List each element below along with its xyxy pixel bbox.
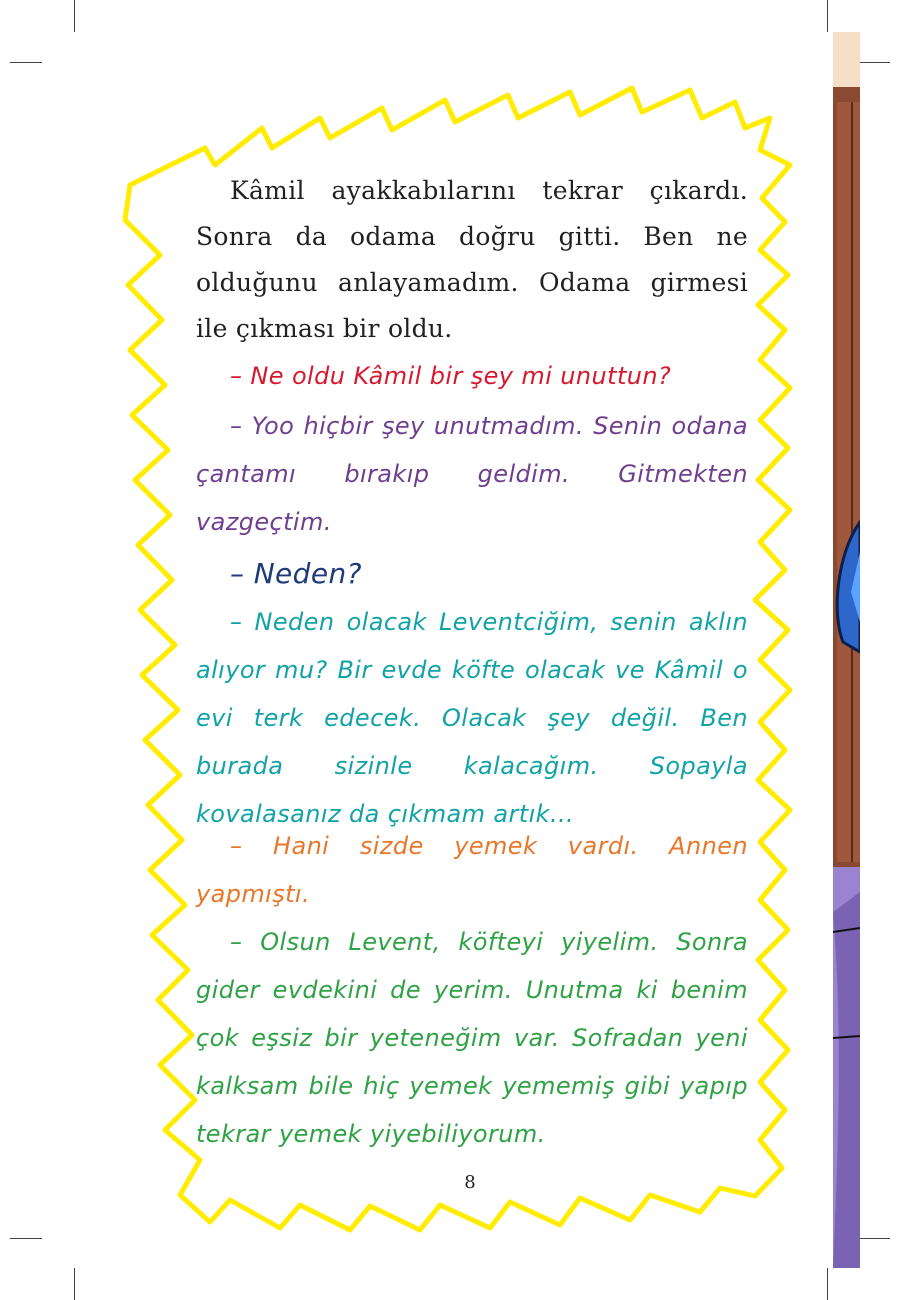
dialogue-line-talent: – Olsun Levent, köfteyi yiyelim. Sonra gider evdekini de yerim. Unutma ki benim çok eşsiz bir yeteneğim var. Sofradan yeni kalksam bile hiç yemek yememiş gibi yapıp tekrar yemek yiyebiliyorum.	[196, 928, 748, 1148]
dialogue-line-kamil-question: – Ne oldu Kâmil bir şey mi unuttun?	[230, 362, 672, 390]
narration-paragraph: Kâmil ayakkabılarını tekrar çıkardı. Sonra da odama doğru gitti. Ben ne olduğunu anlayamadım. Odama girmesi ile çıkması bir oldu.	[196, 176, 748, 343]
page-number: 8	[464, 1172, 476, 1193]
dialogue-line-why: – Neden?	[230, 557, 362, 590]
dialogue-line-kofte: – Neden olacak Leventciğim, senin aklın alıyor mu? Bir evde köfte olacak ve Kâmil o evi terk edecek. Olacak şey değil. Ben burada sizinle kalacağım. Sopayla kovalasanız da çıkmam artık...	[196, 608, 748, 828]
dialogue-line-mother-cooked: – Hani sizde yemek vardı. Annen yapmıştı.	[196, 832, 748, 908]
dialogue-line-kamil-bag: – Yoo hiçbir şey unutmadım. Senin odana çantamı bırakıp geldim. Gitmekten vazgeçtim.	[196, 412, 748, 536]
